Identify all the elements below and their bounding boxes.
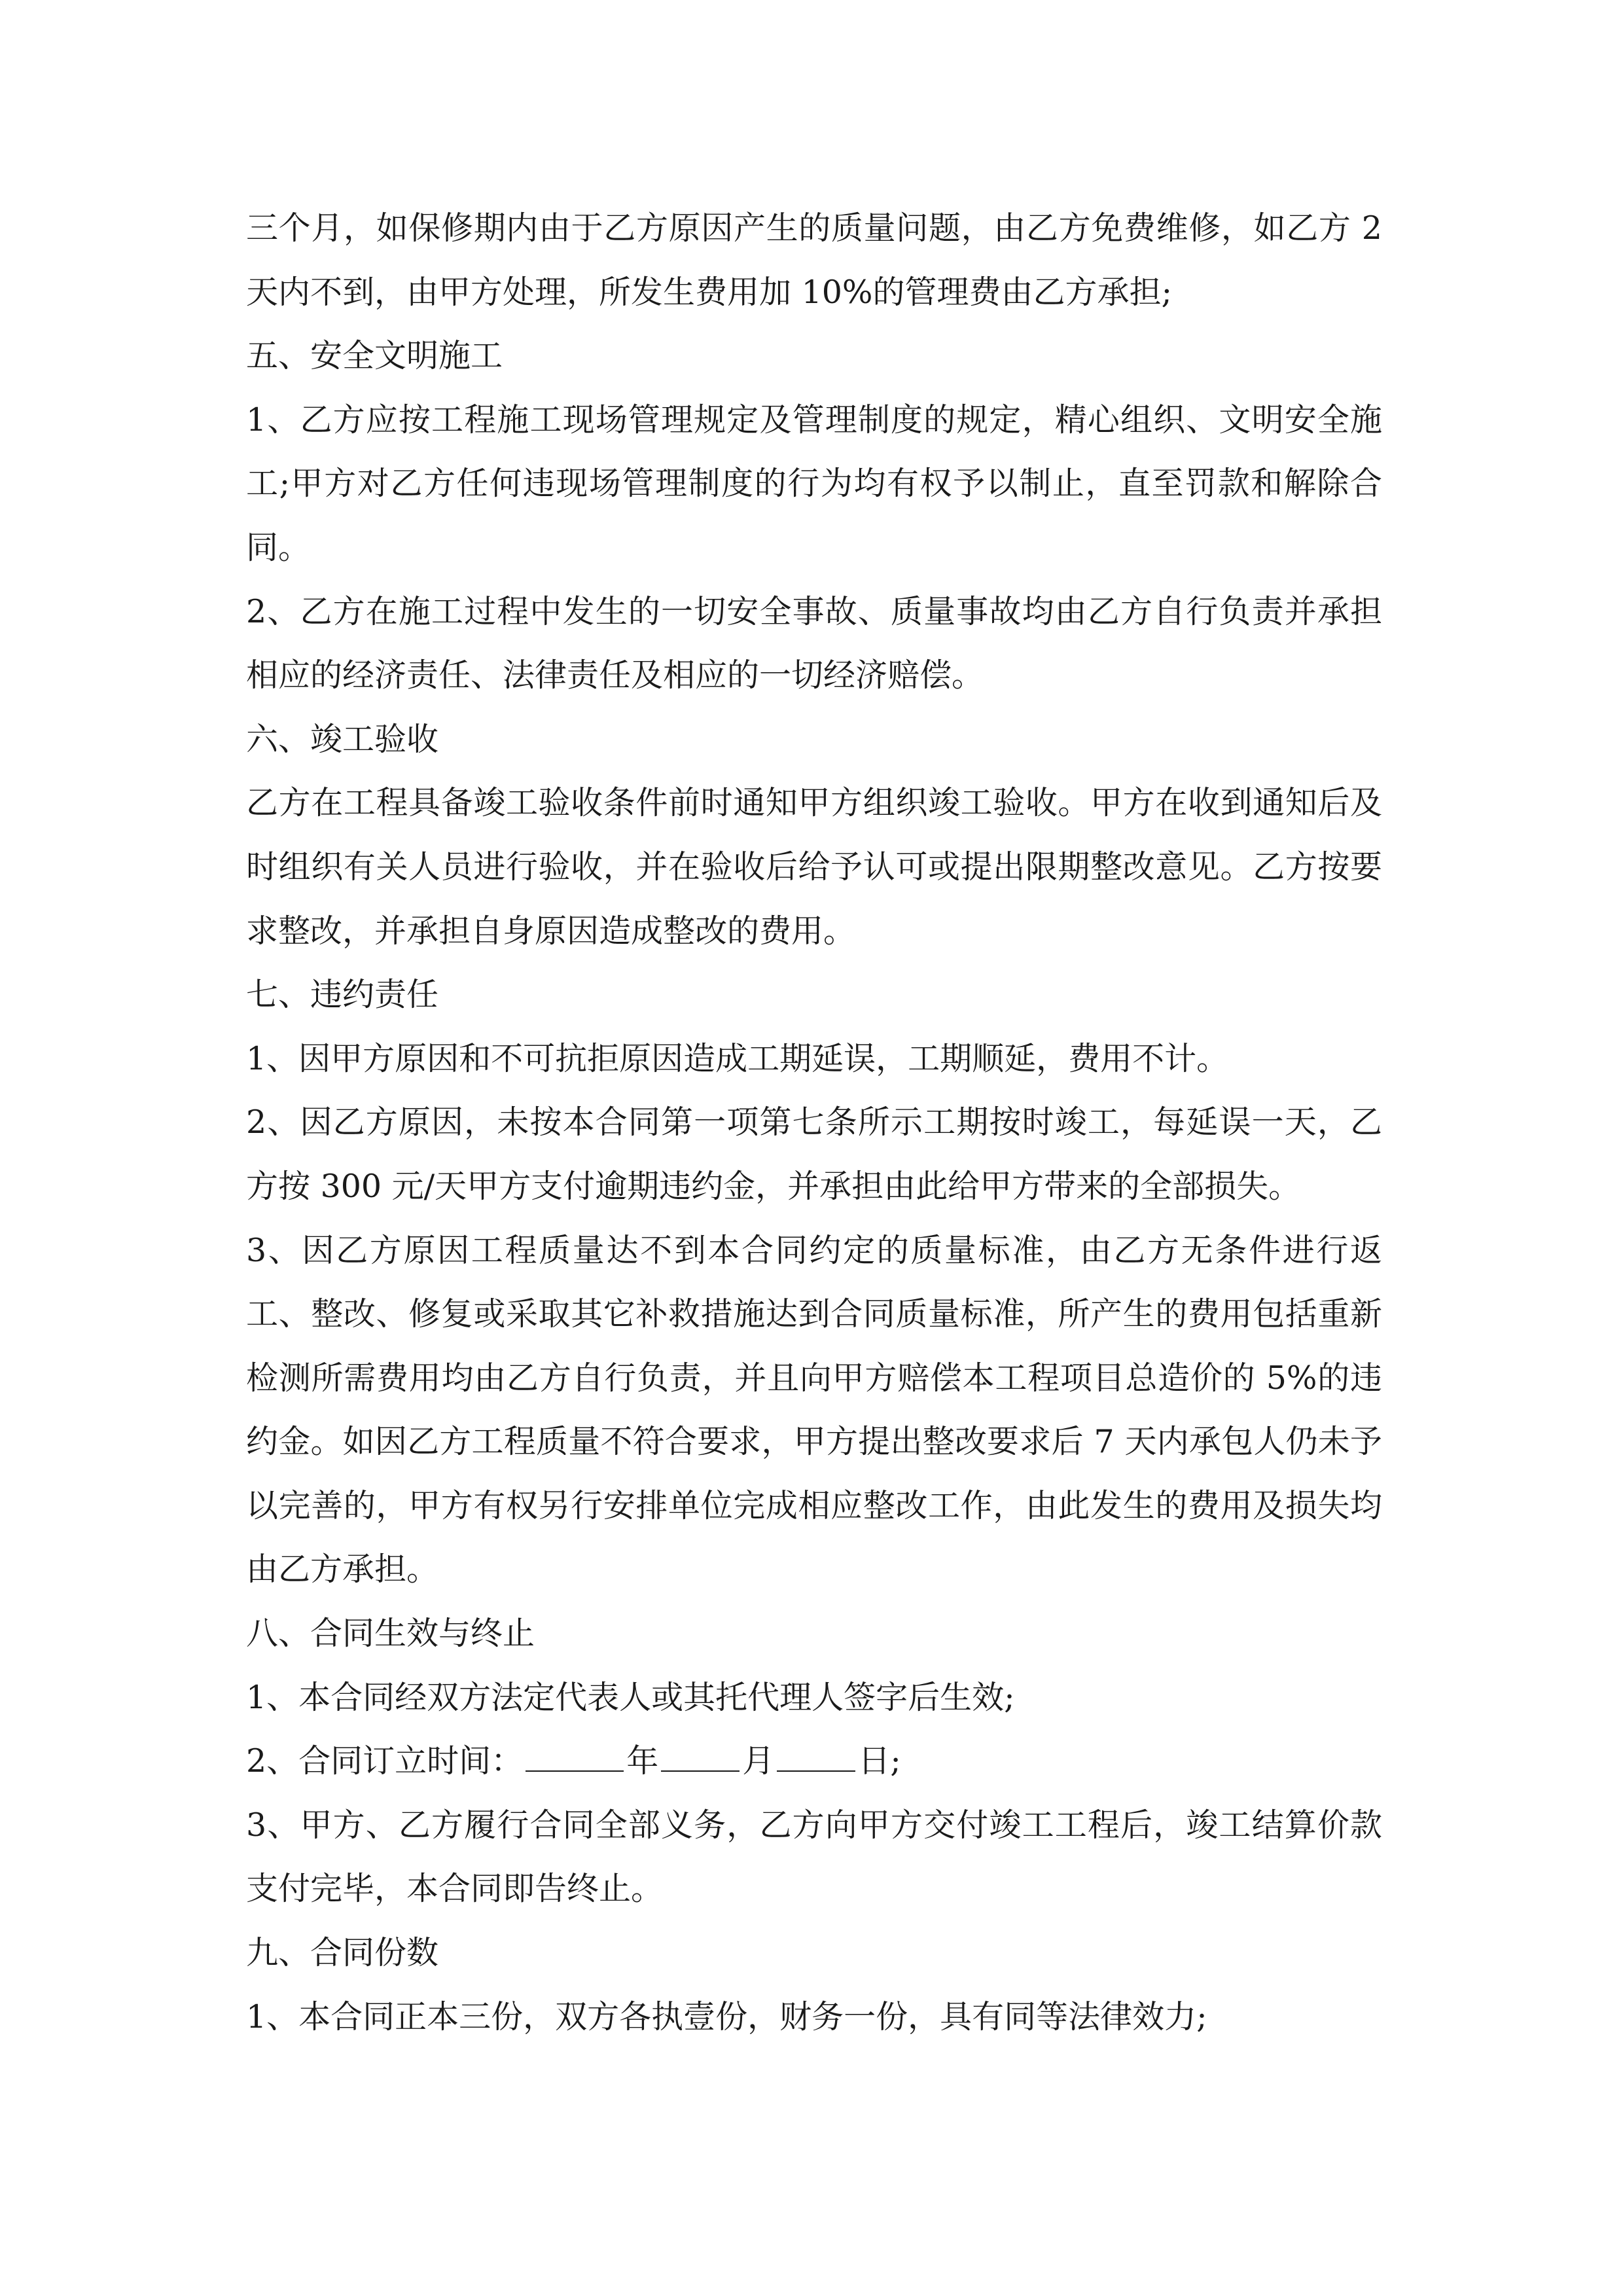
paragraph-effect-3: 3、甲方、乙方履行合同全部义务，乙方向甲方交付竣工工程后，竣工结算价款支付完毕，本合同即告终止。 [246,1806,1382,1908]
paragraph-liability-3: 3、因乙方原因工程质量达不到本合同约定的质量标准，由乙方无条件进行返工、整改、修复或采取其它补救措施达到合同质量标准，所产生的费用包括重新检测所需费用均由乙方自行负责，并且向甲方赔偿本工程项目总造价的 5%的违约金。如因乙方工程质量不符合要求，甲方提出整改要求后 7 天内承包人仍未予以完善的，甲方有权另行安排单位完成相应整改工作，由此发生的费用及损失均由乙方承担。 [246,1231,1382,1588]
day-blank [777,1734,855,1772]
paragraph-effect-1: 1、本合同经双方法定代表人或其托代理人签字后生效; [246,1678,1015,1716]
date-line-prefix: 2、合同订立时间： [246,1742,524,1780]
paragraph-liability-1: 1、因甲方原因和不可抗拒原因造成工期延误，工期顺延，费用不计。 [246,1039,1229,1077]
heading-safety: 五、安全文明施工 [246,337,503,375]
paragraph-date-line [246,1729,1382,1793]
paragraph-safety-1: 1、乙方应按工程施工现场管理规定及管理制度的规定，精心组织、文明安全施工;甲方对乙方任何违现场管理制度的行为均有权予以制止，直至罚款和解除合同。 [246,401,1382,566]
month-blank [661,1734,740,1772]
heading-liability: 七、违约责任 [246,976,439,1014]
contract-body [246,196,1382,2049]
month-label: 月 [742,1742,775,1780]
paragraph-copies-1: 1、本合同正本三份，双方各执壹份，财务一份，具有同等法律效力; [246,1998,1207,2036]
year-label: 年 [626,1742,659,1780]
heading-acceptance: 六、竣工验收 [246,720,439,758]
day-label: 日; [858,1742,901,1780]
paragraph-safety-2: 2、乙方在施工过程中发生的一切安全事故、质量事故均由乙方自行负责并承担相应的经济责任、法律责任及相应的一切经济赔偿。 [246,592,1382,694]
heading-copies: 九、合同份数 [246,1934,439,1972]
year-blank [526,1734,624,1772]
paragraph-acceptance: 乙方在工程具备竣工验收条件前时通知甲方组织竣工验收。甲方在收到通知后及时组织有关人员进行验收，并在验收后给予认可或提出限期整改意见。乙方按要求整改，并承担自身原因造成整改的费用。 [246,784,1382,950]
paragraph-warranty-end: 三个月，如保修期内由于乙方原因产生的质量问题，由乙方免费维修，如乙方 2 天内不到，由甲方处理，所发生费用加 10%的管理费由乙方承担; [246,209,1382,311]
heading-effect-termination: 八、合同生效与终止 [246,1615,535,1653]
paragraph-liability-2: 2、因乙方原因，未按本合同第一项第七条所示工期按时竣工，每延误一天，乙方按 300 元/天甲方支付逾期违约金，并承担由此给甲方带来的全部损失。 [246,1103,1382,1205]
